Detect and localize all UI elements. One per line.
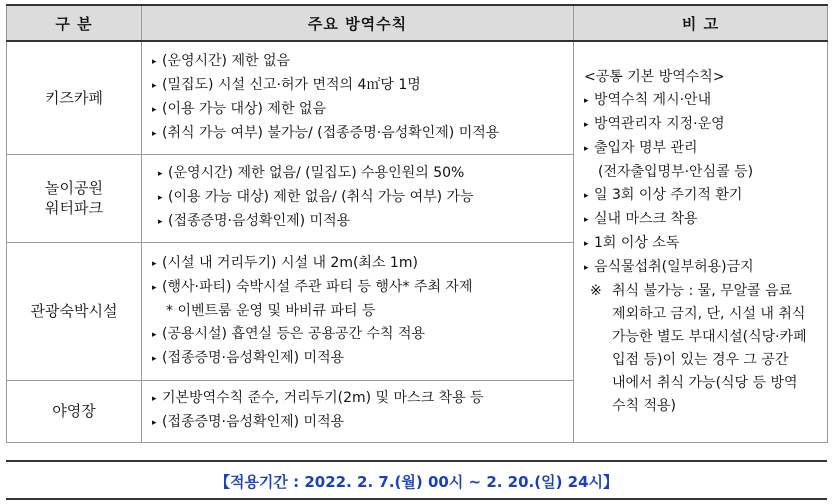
category-label: 워터파크	[45, 199, 103, 217]
category-label: 키즈카페	[45, 88, 103, 107]
remarks-heading: <공통 기본 방역수칙>	[584, 68, 725, 85]
remark-item: ▸ 1회 이상 소독	[584, 232, 821, 256]
bullet-icon: ▸	[152, 282, 157, 293]
bullet-icon: ▸	[152, 80, 157, 91]
table-row	[7, 41, 828, 154]
note-text: 취식 불가능 : 물, 무알콜 음료 제외하고 금지, 단, 시설 내 취식 가능한 별도 부대시설(식당·카페 입점 등)이 있는 경우 그 공간 내에서 취식 가능(식당 등 방역 수칙 적용)	[612, 282, 807, 414]
bullet-icon: ▸	[152, 394, 157, 404]
bullet-icon: ▸	[158, 193, 163, 203]
category-label: 놀이공원	[45, 179, 103, 197]
bullet-icon: ▸	[152, 353, 157, 364]
bullet-icon: ▸	[584, 143, 589, 154]
remark-note	[584, 280, 821, 418]
remark-item: ▸ 출입자 명부 관리	[584, 137, 821, 161]
application-period: 【적용기간 : 2022. 2. 7.(월) 00시 ~ 2. 20.(일) 24시】	[6, 460, 827, 500]
rules-cell	[142, 242, 574, 380]
header-remarks: 비 고	[574, 5, 828, 41]
remark-item: ▸ 방역관리자 지정·운영	[584, 113, 821, 137]
rule-item: ▸ (접종증명·음성확인제) 미적용	[152, 411, 573, 435]
rules-table-frame	[6, 4, 827, 443]
rule-item: ▸ (취식 가능 여부) 불가능/ (접종증명·음성확인제) 미적용	[152, 122, 573, 146]
rule-item: ▸ (접종증명·음성확인제) 미적용	[152, 347, 573, 371]
rule-footnote: * 이벤트룸 운영 및 바비큐 파티 등	[166, 302, 376, 319]
bullet-icon: ▸	[152, 56, 157, 67]
quarantine-rules-table	[6, 4, 828, 443]
bullet-icon: ▸	[158, 169, 163, 179]
category-cell	[7, 41, 142, 154]
bullet-icon: ▸	[584, 190, 589, 201]
remark-item: ▸ 실내 마스크 착용	[584, 208, 821, 232]
bullet-icon: ▸	[152, 128, 157, 139]
remark-item-detail: (전자출입명부·안심콜 등)	[598, 163, 754, 180]
bullet-icon: ▸	[584, 95, 589, 106]
category-cell	[7, 242, 142, 380]
rule-item: ▸ (운영시간) 제한 없음	[152, 50, 573, 74]
rules-cell	[142, 380, 574, 442]
category-label: 관광숙박시설	[30, 302, 118, 320]
rule-item: ▸ (운영시간) 제한 없음/ (밀집도) 수용인원의 50%	[158, 162, 573, 186]
bullet-icon: ▸	[152, 329, 157, 340]
remark-item: ▸ 일 3회 이상 주기적 환기	[584, 184, 821, 208]
header-main-rules: 주요 방역수칙	[142, 5, 574, 41]
bullet-icon: ▸	[152, 418, 157, 428]
rule-item: ▸ 기본방역수칙 준수, 거리두기(2m) 및 마스크 착용 등	[152, 387, 573, 411]
rule-item: ▸ (시설 내 거리두기) 시설 내 2m(최소 1m)	[152, 252, 573, 276]
bullet-icon: ▸	[584, 119, 589, 130]
remark-item: ▸ 음식물섭취(일부허용)금지	[584, 256, 821, 280]
category-label: 야영장	[52, 402, 96, 420]
bullet-icon: ▸	[584, 238, 589, 249]
remark-item: ▸ 방역수칙 게시·안내	[584, 89, 821, 113]
bullet-icon: ▸	[152, 258, 157, 269]
rule-item: ▸ (행사·파티) 숙박시설 주관 파티 등 행사* 주최 자제	[152, 276, 573, 300]
rule-item: ▸ (접종증명·음성확인제) 미적용	[158, 210, 573, 234]
rule-item: ▸ (밀집도) 시설 신고·허가 면적의 4㎡당 1명	[152, 74, 573, 98]
header-category: 구 분	[7, 5, 142, 41]
remarks-cell	[574, 41, 828, 442]
bullet-icon: ▸	[152, 104, 157, 115]
bullet-icon: ▸	[584, 214, 589, 225]
rules-cell	[142, 154, 574, 242]
bullet-icon: ▸	[584, 262, 589, 273]
note-mark: ※	[590, 282, 602, 299]
rule-item: ▸ (공용시설) 흡연실 등은 공용공간 수칙 적용	[152, 323, 573, 347]
rule-item: ▸ (이용 가능 대상) 제한 없음	[152, 98, 573, 122]
category-cell	[7, 154, 142, 242]
rules-cell	[142, 41, 574, 154]
table-header-row	[7, 5, 828, 41]
rule-item: ▸ (이용 가능 대상) 제한 없음/ (취식 가능 여부) 가능	[158, 186, 573, 210]
category-cell	[7, 380, 142, 442]
bullet-icon: ▸	[158, 217, 163, 227]
